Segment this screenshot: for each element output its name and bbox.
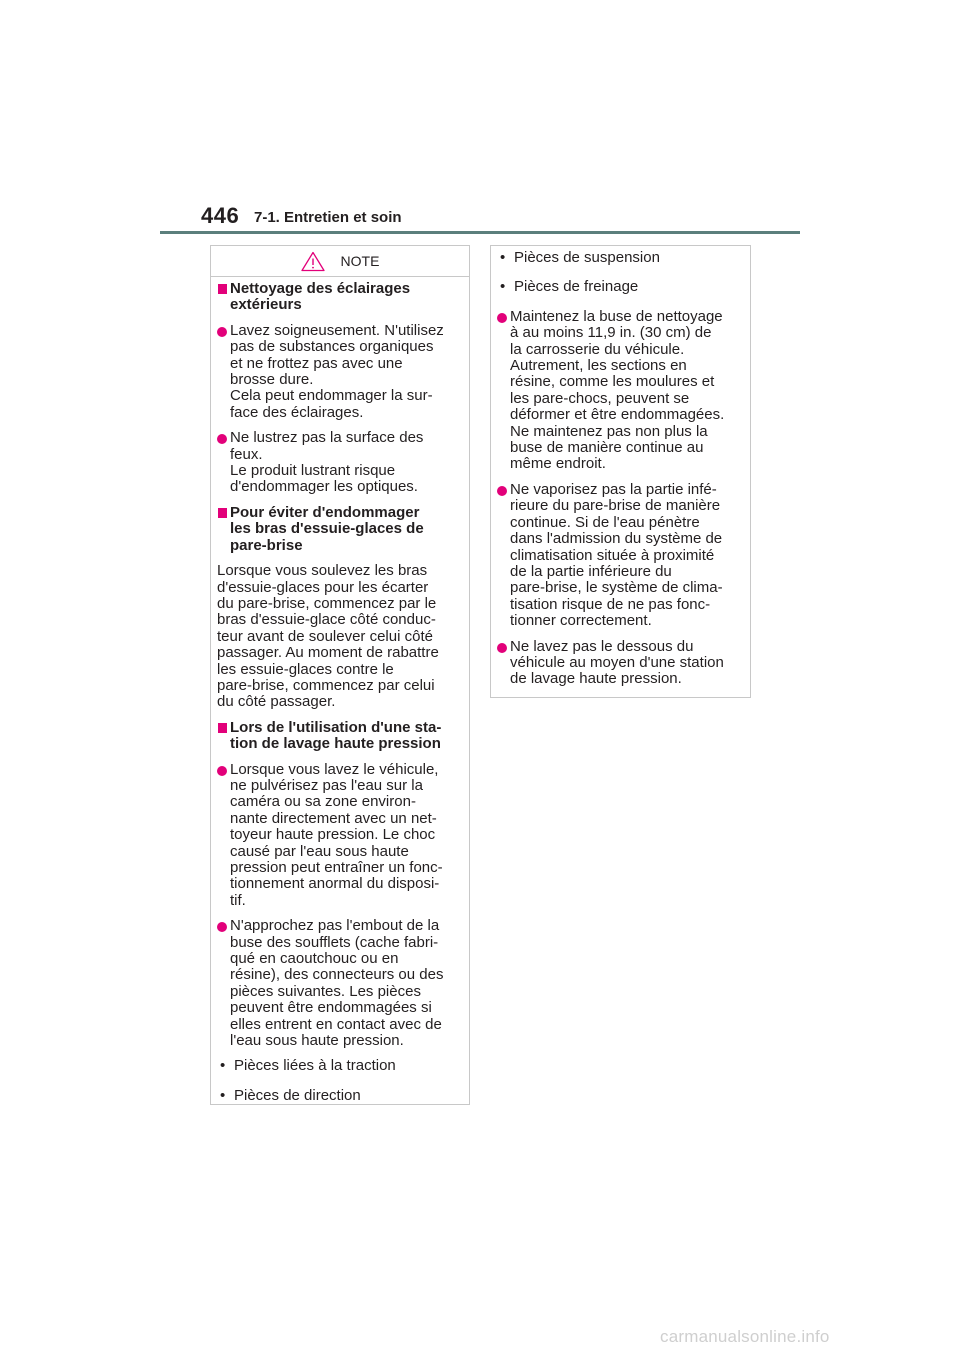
text-line: l'eau sous haute pression. — [230, 1032, 404, 1050]
text-line: nante directement avec un net- — [230, 809, 437, 827]
text-line: les bras d'essuie-glaces de — [230, 520, 424, 538]
text-line: du côté passager. — [217, 693, 336, 711]
text-line: les pare-chocs, peuvent se — [510, 389, 690, 407]
text-line: Lorsque vous lavez le véhicule, — [230, 760, 439, 778]
text-line: pare-brise, commencez par celui — [217, 676, 435, 694]
bullet-suspension-parts: • Pièces de suspension — [497, 250, 743, 266]
text-line: tionner correctement. — [510, 612, 652, 630]
text-line: passager. Au moment de rabattre — [217, 644, 439, 662]
text-line: buse de manière continue au — [510, 439, 704, 457]
text-line: Maintenez la buse de nettoyage — [510, 307, 723, 325]
text-line: de la partie inférieure du — [510, 562, 672, 580]
point-windshield-lower — [497, 482, 743, 630]
text-line: véhicule au moyen d'une station — [510, 653, 724, 671]
text-line: d'essuie-glaces pour les écarter — [217, 578, 429, 596]
text-line: ne pulvérisez pas l'eau sur la — [230, 776, 423, 794]
text-line: et ne frottez pas avec une — [230, 354, 403, 372]
text-line: d'endommager les optiques. — [230, 478, 418, 496]
text-line: pièces suivantes. Les pièces — [230, 982, 421, 1000]
watermark: carmanualsonline.info — [660, 1327, 830, 1346]
text-line: Lorsque vous soulevez les bras — [217, 562, 428, 580]
text-line: Ne vaporisez pas la partie infé- — [510, 480, 717, 498]
text-line: N'approchez pas l'embout de la — [230, 917, 440, 935]
text-line: extérieurs — [230, 296, 302, 314]
text-line: tion de lavage haute pression — [230, 735, 441, 753]
heading-cleaning-lights — [217, 281, 462, 314]
text-line: teur avant de soulever celui côté — [217, 627, 433, 645]
point-no-polish — [217, 430, 462, 496]
text-line: Ne maintenez pas non plus la — [510, 422, 708, 440]
header-rule — [160, 231, 800, 234]
text-line: les essuie-glaces contre le — [217, 660, 394, 678]
text-line: à au moins 11,9 in. (30 cm) de — [510, 324, 712, 342]
heading-wiper-arms — [217, 505, 462, 554]
text-line: elles entrent en contact avec de — [230, 1015, 442, 1033]
text-line: qué en caoutchouc ou en — [230, 950, 399, 968]
text-line: toyeur haute pression. Le choc — [230, 826, 436, 844]
text-line: causé par l'eau sous haute — [230, 842, 409, 860]
point-camera-spray — [217, 762, 462, 910]
text-line: brosse dure. — [230, 371, 314, 389]
text-line: de lavage haute pression. — [510, 670, 682, 688]
point-underbody — [497, 639, 743, 688]
bullet-brake-parts: • Pièces de freinage — [497, 279, 743, 295]
text-line: tif. — [230, 891, 246, 909]
text-line: Le produit lustrant risque — [230, 462, 396, 480]
warning-triangle-icon — [301, 251, 325, 272]
text-line: buse des soufflets (cache fabri- — [230, 933, 439, 951]
point-keep-nozzle-distance — [497, 309, 743, 473]
text-line: pare-brise — [230, 536, 303, 554]
text-line: caméra ou sa zone environ- — [230, 793, 416, 811]
text-line: climatisation située à proximité — [510, 546, 715, 564]
text-line: peuvent être endommagées si — [230, 999, 432, 1017]
point-nozzle-distance-parts — [217, 918, 462, 1049]
text-line: la carrosserie du véhicule. — [510, 340, 685, 358]
text-line: dans l'admission du système de — [510, 530, 723, 548]
note-box-left — [210, 245, 470, 1105]
note-heading: NOTE — [340, 252, 380, 269]
text-line: du pare-brise, commencez par le — [217, 594, 437, 612]
text-line: tionnement anormal du disposi- — [230, 875, 440, 893]
heading-pressure-washer — [217, 720, 462, 753]
text-line: Cela peut endommager la sur- — [230, 387, 433, 405]
bullet-steering-parts: • Pièces de direction — [217, 1088, 462, 1104]
text-line: Lors de l'utilisation d'une sta- — [230, 718, 442, 736]
paragraph-wiper-arms — [217, 563, 462, 711]
text-line: résine, comme les moulures et — [510, 373, 715, 391]
note-header — [211, 246, 469, 277]
text-line: rieure du pare-brise de manière — [510, 497, 721, 515]
text-line: Lavez soigneusement. N'utilisez — [230, 321, 444, 339]
text-line: Ne lustrez pas la surface des — [230, 429, 424, 447]
text-line: feux. — [230, 445, 263, 463]
section-title: 7-1. Entretien et soin — [254, 209, 402, 226]
text-line: pas de substances organiques — [230, 338, 434, 356]
text-line: pression peut entraîner un fonc- — [230, 859, 443, 876]
text-line: Nettoyage des éclairages — [230, 280, 411, 297]
page-number: 446 — [201, 203, 240, 228]
text-line: pare-brise, le système de clima- — [510, 579, 723, 597]
text-line: bras d'essuie-glace côté conduc- — [217, 611, 436, 629]
text-line: déformer et être endommagées. — [510, 406, 725, 424]
note-box-right — [490, 245, 751, 698]
bullet-traction-parts: • Pièces liées à la traction — [217, 1058, 462, 1074]
text-line: même endroit. — [510, 455, 606, 473]
text-line: face des éclairages. — [230, 403, 364, 421]
text-line: continue. Si de l'eau pénètre — [510, 513, 700, 531]
text-line: Pour éviter d'endommager — [230, 503, 420, 521]
text-line: Autrement, les sections en — [510, 357, 687, 375]
point-wash-carefully — [217, 323, 462, 421]
text-line: Ne lavez pas le dessous du — [510, 637, 694, 655]
text-line: tisation risque de ne pas fonc- — [510, 595, 711, 613]
text-line: résine), des connecteurs ou des — [230, 966, 444, 984]
